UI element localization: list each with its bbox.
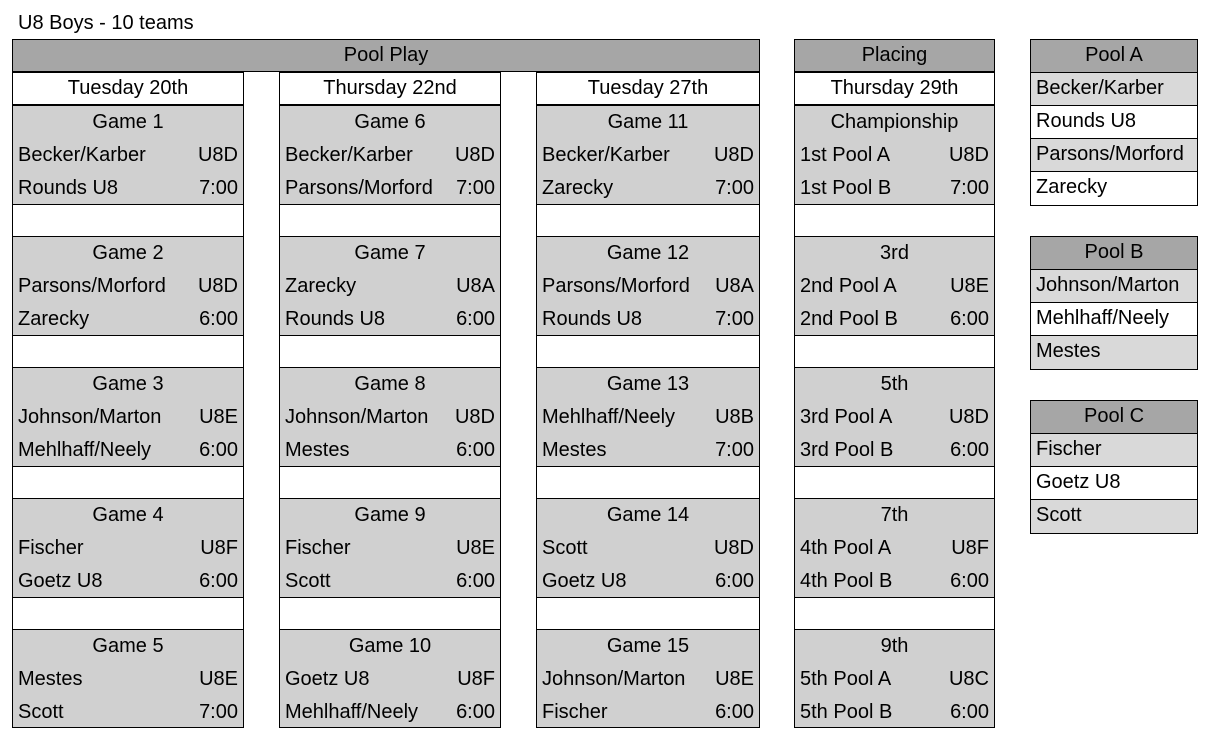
game-card xyxy=(536,629,760,728)
pool-header: Pool B xyxy=(1031,237,1197,270)
field-label: U8D xyxy=(197,275,238,297)
game-time: 6:00 xyxy=(456,701,495,723)
game-card xyxy=(794,367,995,466)
spacer-row xyxy=(279,466,501,499)
game-title: 9th xyxy=(880,635,909,657)
game-card xyxy=(279,629,501,728)
away-team: Rounds U8 xyxy=(285,308,386,330)
field-label: U8A xyxy=(456,275,495,297)
game-title: Championship xyxy=(830,111,959,133)
home-team: Johnson/Marton xyxy=(18,406,162,428)
away-team: 3rd Pool B xyxy=(800,439,894,461)
game-card xyxy=(12,236,244,335)
spacer-row xyxy=(12,466,244,499)
game-card xyxy=(794,236,995,335)
column-bottom-border xyxy=(279,727,501,728)
field-label: U8D xyxy=(713,537,754,559)
game-time: 7:00 xyxy=(199,701,238,723)
spacer-row xyxy=(279,597,501,630)
away-team: Mestes xyxy=(285,439,350,461)
pool-team: Fischer xyxy=(1031,434,1197,467)
game-time: 7:00 xyxy=(715,439,754,461)
home-team: Mestes xyxy=(18,668,83,690)
spacer-row xyxy=(794,466,995,499)
pool-header: Pool A xyxy=(1031,40,1197,73)
field-label: U8C xyxy=(948,668,989,690)
game-time: 6:00 xyxy=(456,570,495,592)
field-label: U8F xyxy=(951,537,989,559)
game-card xyxy=(794,105,995,204)
game-title: Game 12 xyxy=(606,242,690,264)
game-title: Game 9 xyxy=(354,504,426,526)
game-time: 7:00 xyxy=(199,177,238,199)
field-label: U8D xyxy=(948,406,989,428)
pool-team: Parsons/Morford xyxy=(1031,139,1197,172)
game-card xyxy=(12,498,244,597)
day-header: Thursday 29th xyxy=(794,72,995,105)
away-team: 2nd Pool B xyxy=(800,308,898,330)
game-time: 6:00 xyxy=(950,701,989,723)
game-title: Game 10 xyxy=(348,635,432,657)
game-title: Game 11 xyxy=(607,111,689,133)
placing-header: Placing xyxy=(794,39,995,72)
field-label: U8D xyxy=(197,144,238,166)
game-card xyxy=(794,498,995,597)
game-card xyxy=(279,236,501,335)
field-label: U8E xyxy=(199,668,238,690)
game-time: 6:00 xyxy=(715,701,754,723)
field-label: U8E xyxy=(456,537,495,559)
game-title: Game 2 xyxy=(92,242,164,264)
game-card xyxy=(12,629,244,728)
away-team: 1st Pool B xyxy=(800,177,892,199)
pool-table xyxy=(1030,39,1198,206)
home-team: 2nd Pool A xyxy=(800,275,897,297)
spacer-row xyxy=(279,204,501,237)
pool-header: Pool C xyxy=(1031,401,1197,434)
game-card xyxy=(279,367,501,466)
column-bottom-border xyxy=(12,727,244,728)
home-team: Johnson/Marton xyxy=(542,668,686,690)
game-title: Game 3 xyxy=(92,373,164,395)
game-time: 6:00 xyxy=(950,439,989,461)
spacer-row xyxy=(12,335,244,368)
away-team: Fischer xyxy=(542,701,608,723)
field-label: U8D xyxy=(454,406,495,428)
spacer-row xyxy=(794,597,995,630)
game-card xyxy=(12,105,244,204)
game-title: Game 1 xyxy=(92,111,164,133)
pool-team: Mehlhaff/Neely xyxy=(1031,303,1197,336)
game-time: 6:00 xyxy=(199,570,238,592)
field-label: U8E xyxy=(950,275,989,297)
home-team: Becker/Karber xyxy=(542,144,670,166)
home-team: Mehlhaff/Neely xyxy=(542,406,676,428)
home-team: Zarecky xyxy=(285,275,357,297)
field-label: U8A xyxy=(715,275,754,297)
game-time: 6:00 xyxy=(199,308,238,330)
day-header: Thursday 22nd xyxy=(279,72,501,105)
game-title: Game 8 xyxy=(354,373,426,395)
home-team: Goetz U8 xyxy=(285,668,370,690)
game-title: 3rd xyxy=(880,242,909,264)
home-team: Parsons/Morford xyxy=(542,275,690,297)
home-team: Parsons/Morford xyxy=(18,275,166,297)
column-bottom-border xyxy=(794,727,995,728)
field-label: U8B xyxy=(715,406,754,428)
spacer-row xyxy=(536,466,760,499)
game-time: 6:00 xyxy=(456,308,495,330)
field-label: U8F xyxy=(457,668,495,690)
away-team: Goetz U8 xyxy=(542,570,627,592)
home-team: Becker/Karber xyxy=(18,144,146,166)
game-card xyxy=(536,367,760,466)
game-title: Game 13 xyxy=(606,373,690,395)
pool-team: Mestes xyxy=(1031,336,1197,369)
away-team: Mehlhaff/Neely xyxy=(285,701,419,723)
game-title: Game 6 xyxy=(354,111,426,133)
spacer-row xyxy=(536,597,760,630)
field-label: U8D xyxy=(948,144,989,166)
spacer-row xyxy=(794,335,995,368)
column-bottom-border xyxy=(536,727,760,728)
pool-team: Becker/Karber xyxy=(1031,73,1197,106)
home-team: Fischer xyxy=(18,537,84,559)
game-time: 6:00 xyxy=(715,570,754,592)
game-card xyxy=(279,105,501,204)
away-team: Zarecky xyxy=(542,177,614,199)
spacer-row xyxy=(794,204,995,237)
game-title: Game 7 xyxy=(354,242,426,264)
pool-play-header: Pool Play xyxy=(12,39,760,72)
pool-team: Johnson/Marton xyxy=(1031,270,1197,303)
home-team: 5th Pool A xyxy=(800,668,892,690)
home-team: Becker/Karber xyxy=(285,144,413,166)
game-time: 6:00 xyxy=(950,308,989,330)
away-team: Scott xyxy=(18,701,64,723)
home-team: Scott xyxy=(542,537,588,559)
game-card xyxy=(536,105,760,204)
game-time: 7:00 xyxy=(715,177,754,199)
spacer-row xyxy=(536,204,760,237)
game-time: 6:00 xyxy=(456,439,495,461)
pool-table xyxy=(1030,400,1198,534)
away-team: Scott xyxy=(285,570,331,592)
pool-table xyxy=(1030,236,1198,370)
page-title: U8 Boys - 10 teams xyxy=(18,12,194,34)
spacer-row xyxy=(279,335,501,368)
game-card xyxy=(12,367,244,466)
field-label: U8F xyxy=(200,537,238,559)
away-team: Zarecky xyxy=(18,308,90,330)
game-card xyxy=(794,629,995,728)
game-title: Game 4 xyxy=(92,504,164,526)
field-label: U8D xyxy=(713,144,754,166)
game-time: 7:00 xyxy=(950,177,989,199)
home-team: Johnson/Marton xyxy=(285,406,429,428)
game-title: 7th xyxy=(880,504,909,526)
home-team: Fischer xyxy=(285,537,351,559)
pool-team: Rounds U8 xyxy=(1031,106,1197,139)
day-header: Tuesday 20th xyxy=(12,72,244,105)
pool-team: Scott xyxy=(1031,500,1197,533)
game-title: Game 5 xyxy=(92,635,164,657)
game-time: 7:00 xyxy=(456,177,495,199)
away-team: Mehlhaff/Neely xyxy=(18,439,152,461)
spacer-row xyxy=(536,335,760,368)
game-title: Game 14 xyxy=(606,504,690,526)
spacer-row xyxy=(12,204,244,237)
game-card xyxy=(279,498,501,597)
away-team: 5th Pool B xyxy=(800,701,893,723)
pool-team: Goetz U8 xyxy=(1031,467,1197,500)
game-title: Game 15 xyxy=(606,635,690,657)
spacer-row xyxy=(12,597,244,630)
home-team: 1st Pool A xyxy=(800,144,891,166)
away-team: 4th Pool B xyxy=(800,570,893,592)
away-team: Rounds U8 xyxy=(18,177,119,199)
pool-team: Zarecky xyxy=(1031,172,1197,205)
field-label: U8E xyxy=(199,406,238,428)
game-title: 5th xyxy=(880,373,909,395)
away-team: Parsons/Morford xyxy=(285,177,433,199)
home-team: 3rd Pool A xyxy=(800,406,893,428)
game-time: 6:00 xyxy=(950,570,989,592)
game-card xyxy=(536,236,760,335)
game-card xyxy=(536,498,760,597)
home-team: 4th Pool A xyxy=(800,537,892,559)
game-time: 7:00 xyxy=(715,308,754,330)
game-time: 6:00 xyxy=(199,439,238,461)
day-header: Tuesday 27th xyxy=(536,72,760,105)
away-team: Rounds U8 xyxy=(542,308,643,330)
away-team: Goetz U8 xyxy=(18,570,103,592)
field-label: U8E xyxy=(715,668,754,690)
away-team: Mestes xyxy=(542,439,607,461)
field-label: U8D xyxy=(454,144,495,166)
